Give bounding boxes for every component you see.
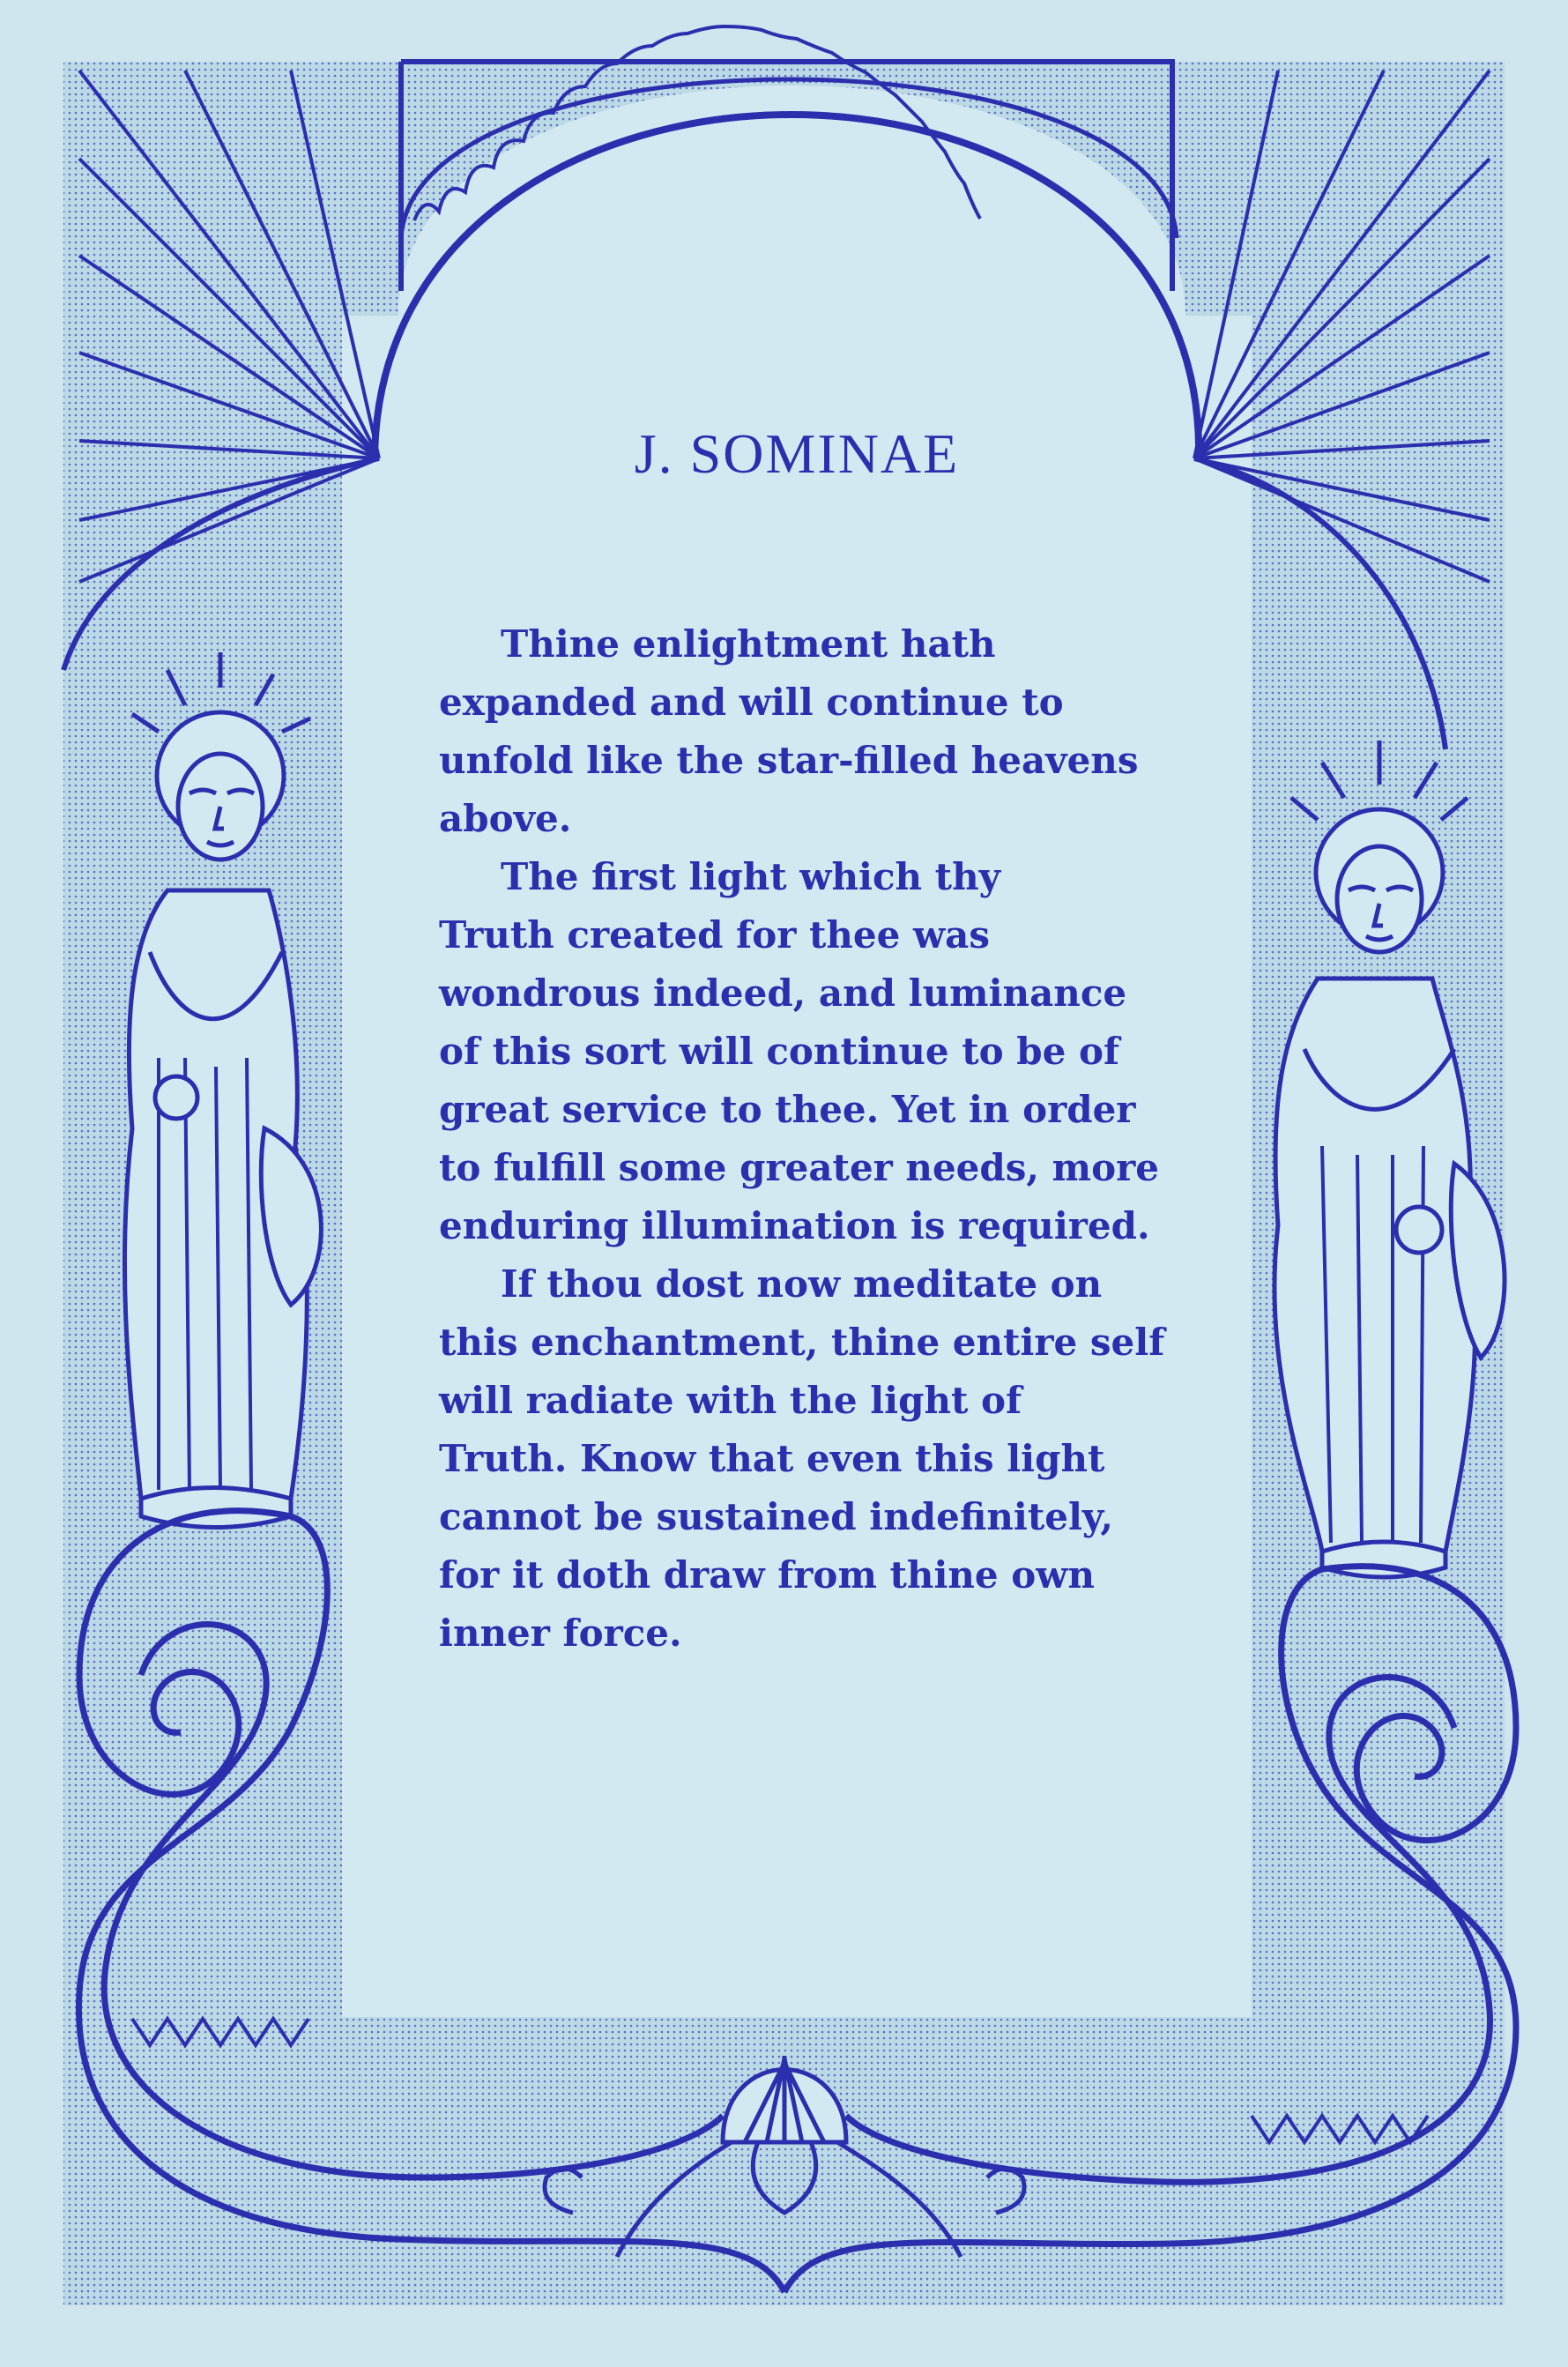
text-panel <box>342 316 1252 2017</box>
paragraph-3: If thou dost now meditate on this enchantment, thine entire self will radiate with the light of Truth. Know that even this light cannot be sustained indefinitely, for it doth draw from thine own inner force. <box>439 1262 1165 1655</box>
enchantment-text <box>439 615 1179 1663</box>
page-title: J. SOMINAE <box>634 422 960 485</box>
paragraph-1: Thine enlightment hath expanded and will continue to unfold like the star-filled heavens above. <box>439 622 1139 840</box>
paragraph-2: The first light which thy Truth created for thee was wondrous indeed, and luminance of this sort will continue to be of great service to thee. Yet in order to fulfill some greater needs, more enduring illumination is required. <box>439 855 1159 1247</box>
